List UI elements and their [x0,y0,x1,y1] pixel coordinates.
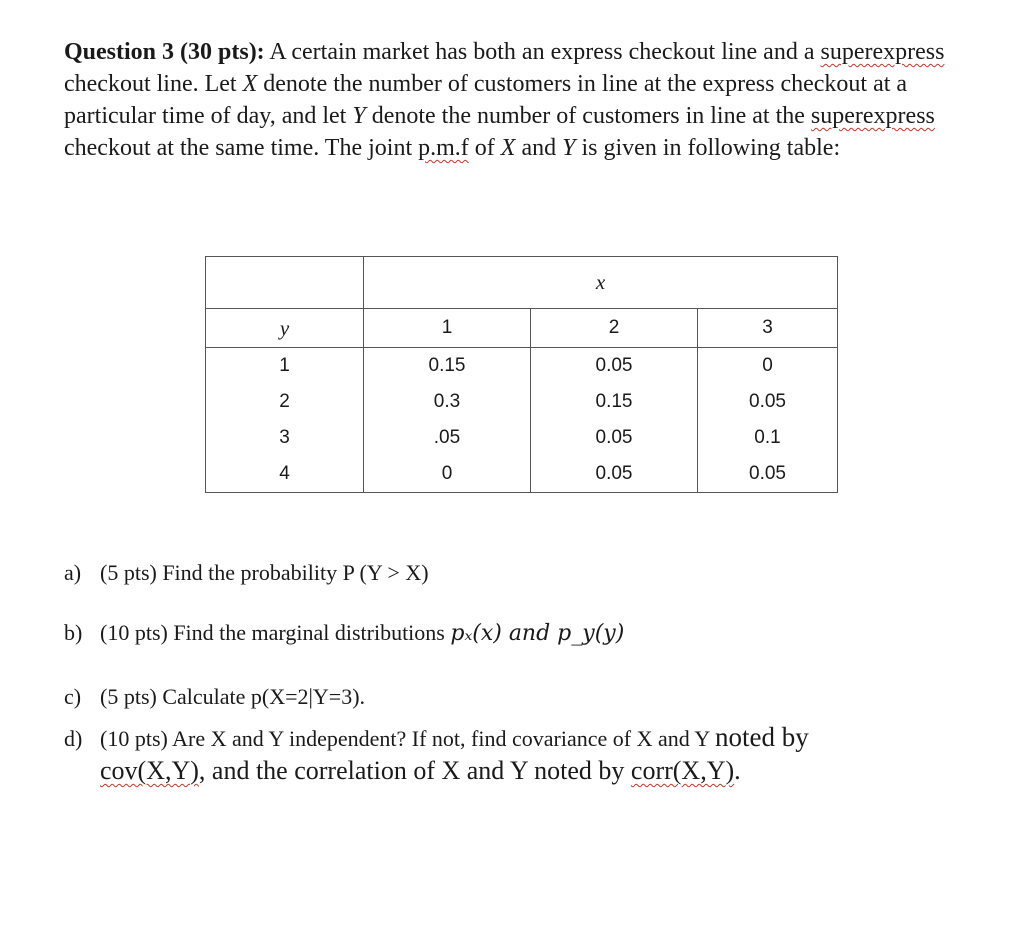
intro-text: is given in following table: [575,135,841,161]
y-value-cell: 1 [206,348,364,385]
probability-cell: 0.05 [531,456,698,493]
intro-text: checkout line. Let [64,71,243,97]
probability-cell: 0.05 [531,348,698,385]
question-b [64,620,624,646]
table-row [206,420,838,456]
question-text: (10 pts) Are X and Y independent? If not, find covariance of X and Y [100,726,715,751]
probability-cell: 0.05 [698,384,838,420]
question-intro [64,36,964,164]
table-row [206,384,838,420]
y-value-cell: 2 [206,384,364,420]
spellcheck-word: corr(X,Y) [630,756,735,785]
spellcheck-word: cov(X,Y) [100,756,199,785]
spellcheck-word: superexpress [810,103,935,129]
question-text: , and the correlation of X and Y noted by [198,756,631,785]
table-header-x-row [206,257,838,309]
question-text: noted by [714,722,809,752]
table-row [206,348,838,385]
intro-text: denote the number of customers in line at the [365,103,811,129]
y-value-cell: 3 [206,420,364,456]
marginal-formula: pₓ(x) and p_y(y) [450,621,625,646]
table-header-values-row [206,309,838,348]
probability-cell: 0.15 [364,348,531,385]
probability-cell: 0.05 [698,456,838,493]
question-a [64,560,429,586]
question-text: . [734,756,741,785]
spellcheck-word: p.m.f [418,135,469,161]
question-label: a) [64,560,82,585]
x-value-header: 1 [364,309,531,348]
question-d-continued [100,756,741,786]
question-label: c) [64,684,82,709]
variable-y: Y [562,135,576,161]
variable-y: Y [352,103,366,129]
intro-text: A certain market has both an express checkout line and a [264,39,821,65]
intro-text: of [468,135,501,161]
question-heading: Question 3 (30 pts): [64,39,265,65]
probability-cell: 0 [698,348,838,385]
spellcheck-word: superexpress [820,39,945,65]
probability-cell: 0.05 [531,420,698,456]
probability-cell: 0.15 [531,384,698,420]
intro-text: checkout at the same time. The joint [64,135,419,161]
question-text: (5 pts) Find the probability P (Y > X) [100,560,429,585]
question-d [64,722,809,753]
question-text: (5 pts) Calculate p(X=2|Y=3). [100,684,366,709]
probability-cell: .05 [364,420,531,456]
question-label: b) [64,620,83,645]
table-row [206,456,838,493]
y-label: y [206,309,364,348]
intro-text: and [515,135,563,161]
probability-cell: 0.1 [698,420,838,456]
x-label: x [364,257,838,309]
y-value-cell: 4 [206,456,364,493]
x-value-header: 3 [698,309,838,348]
variable-x: X [500,135,516,161]
question-label: d) [64,726,83,751]
joint-pmf-table [205,256,838,493]
x-value-header: 2 [531,309,698,348]
table-corner-cell [206,257,364,309]
intro-paragraph [64,36,964,164]
probability-cell: 0.3 [364,384,531,420]
question-text: (10 pts) Find the marginal distributions [100,620,451,645]
variable-x: X [242,71,258,97]
probability-cell: 0 [364,456,531,493]
question-c [64,684,365,710]
intro-text: denote the number of customers in line at the express checkout at a particular time of day, and let [64,71,908,129]
